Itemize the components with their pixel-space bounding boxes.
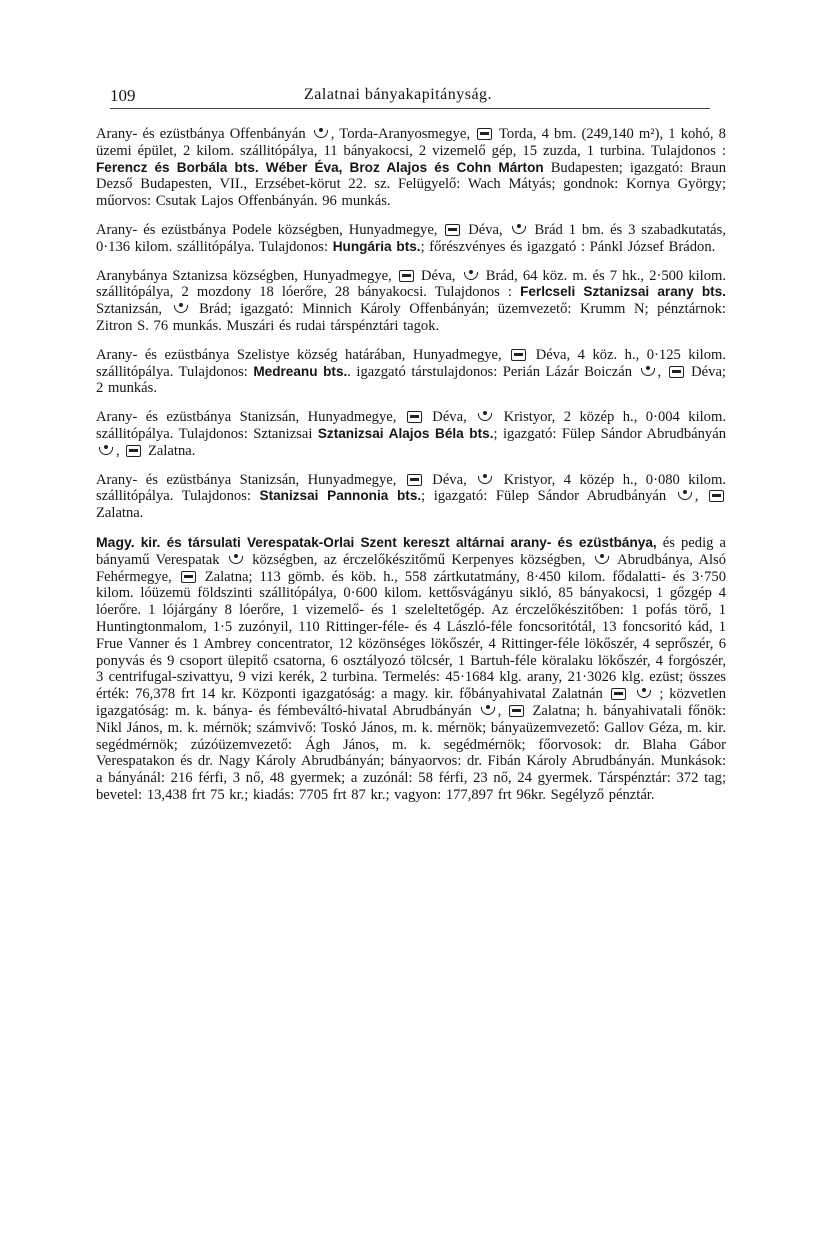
- post-office-icon: [477, 476, 493, 486]
- entry-owner: Medreanu bts.: [253, 363, 348, 379]
- entry-text: és pedig a bányamű Verespatak: [96, 534, 726, 568]
- railway-station-icon: [126, 445, 141, 457]
- mine-entry: [96, 126, 726, 210]
- entry-text: Brád, 64 köz. m. és 7 hk., 2·500 kilom. szállitópálya, 2 mozdony 18 lóerőre, 28 bányakocsi. Tulajdonos :: [96, 267, 727, 301]
- entry-text: Zalatna.: [96, 505, 144, 522]
- header-rule: [110, 108, 710, 109]
- post-office-icon: [173, 305, 189, 315]
- mine-entry: [96, 222, 726, 256]
- post-office-icon: [480, 707, 496, 717]
- post-office-icon: [594, 556, 610, 566]
- railway-station-icon: [181, 571, 196, 583]
- entry-text: Zalatna; 113 gömb. és köb. h., 558 zártkutatmány, 8·450 kilom. fődalatti- és 3·750 kilom. lóüzemü földszinti szállitópálya, 0·600 kilom. kettősvágányu sikló, 85 bányakocsi, 1 gőzgép 4 lóerőre. 1 lójárgány 8 lóerőre, 1 vizemelő- és 1 szeleltetőgép. Az érczelőkészitőben: 1 pofás törő, 1 Huntingtonmalom, 1·5 zuzónyil, 110 Rittinger-féle- és 4 László-féle foncsoritótál, 13 foncsoritó kád, 1 Frue Vanner és 1 Ambrey concentrator, 12 közönséges lökőszér, 4 Rittinger-féle lökőszér, 4 seprőszér, 6 ponyvás és 9 csoport ülepitő csatorna, 6 osztályozó tölcsér, 1 Bartuh-féle köralaku lökőszér, 4 forgószér, 3 centrifugal-szivattyu, 9 vizi kerék, 2 turbina. Termelés: 45·1684 klg. arany, 21·3026 klg. ezüst; összes érték: 76,378 frt 14 kr. Központi: [96, 568, 727, 703]
- mine-entry: [96, 472, 726, 522]
- railway-station-icon: [511, 349, 526, 361]
- railway-station-icon: [407, 474, 422, 486]
- entry-lead: Arany- és ezüstbánya Stanizsán, Hunyadmegye,: [96, 471, 397, 488]
- railway-station-icon: [477, 128, 492, 140]
- entry-text: Déva; 2 munkás.: [96, 363, 726, 397]
- railway-station-icon: [407, 411, 422, 423]
- entry-text: Déva,: [432, 409, 467, 426]
- entry-text: Zalatna.: [147, 442, 196, 459]
- post-office-icon: [228, 556, 244, 566]
- entry-text: Brád 1 bm. és 3 szabadkutatás, 0·136 kilom. szállitópálya. Tulajdonos:: [96, 221, 726, 255]
- entry-text: Kristyor, 2 közép h., 0·004 kilom. szállitópálya. Tulajdonos: Sztanizsai: [96, 409, 726, 442]
- entry-lead: Aranybánya Sztanizsa községben, Hunyadmegye,: [96, 267, 392, 284]
- railway-station-icon: [445, 224, 460, 236]
- entry-text: községben, az érczelőkészitőmű Kerpenyes községben,: [252, 551, 586, 568]
- entry-text: Brád; igazgató: Minnich Károly Offenbányán; üzemvezető: Krumm N; pénztárnok: Zitron S. 76 munkás. Muszári és rudai társpénztári tagok.: [96, 301, 726, 334]
- entry-text: . igazgató társtulajdonos: Perián Lázár Boiczán: [347, 363, 633, 380]
- entry-text: Déva,: [421, 267, 456, 284]
- entry-owner: Hungária bts.: [332, 238, 421, 254]
- railway-station-icon: [709, 490, 724, 502]
- entry-owner: Ferlcseli Sztanizsai arany bts.: [520, 284, 726, 300]
- entry-lead: Arany- és ezüstbánya Podele községben, Hunyadmegye,: [96, 221, 438, 238]
- entry-text: Déva,: [432, 471, 467, 488]
- entry-text: Déva,: [468, 221, 503, 238]
- post-office-icon: [636, 690, 652, 700]
- entry-text: , Torda-Aranyosmegye,: [330, 126, 470, 142]
- running-head: Zalatnai bányakapitányság.: [304, 86, 493, 103]
- entry-text: Torda, 4 bm. (249,140 m²), 1 kohó, 8 üzemi épület, 2 kilom. szállitópálya, 11 bányakocsi, 2 vizemelő gép, 15 zuzda, 1 turbina. Tulajdonos :: [96, 126, 726, 159]
- mine-entry: [96, 347, 726, 397]
- entry-text: Kristyor, 4 közép h., 0·080 kilom. szállitópálya. Tulajdonos:: [96, 471, 726, 505]
- post-office-icon: [677, 492, 693, 502]
- post-office-icon: [640, 368, 656, 378]
- mine-entry: [96, 534, 726, 804]
- entry-text: ,: [497, 702, 502, 719]
- entry-text: ; főrészvényes és igazgató : Pánkl József Brádon.: [420, 238, 716, 255]
- post-office-icon: [477, 413, 493, 423]
- railway-station-icon: [669, 366, 684, 378]
- post-office-icon: [98, 447, 114, 457]
- mine-entry: [96, 409, 726, 459]
- entry-text: Déva, 4 köz. h., 0·125 kilom. szállitópálya. Tulajdonos:: [96, 346, 727, 380]
- entry-text: ; közvetlen igazgatóság: m. k. bánya- és fémbeváltó-hivatal Abrudbányán: [96, 686, 726, 719]
- entry-text: ; igazgató: Fülep Sándor Abrudbányán: [421, 488, 667, 505]
- entry-owner: Stanizsai Pannonia bts.: [259, 488, 422, 504]
- entry-text: Zalatna; h. bányahivatali főnök: Nikl János, m. k. mérnök; számvivő: Toskó János, m. k. mérnök; bányaüzemvezető: Gallov Géza, m. kir. segédmérnök; zúzóüzemvezető: Ágh János, m. k. segédmérnök; főorvosok: dr. Blaha Gábor Verespatakon és dr. Nagy Károly Abrudbányán; bányaorvos: dr. Fibán Károly Abrudbányán. Munkások: a bányánál: 216 férfi, 3 nő, 48 gyermek; a zuzónál: 58 férfi, 23 nő, 24 gyermek. Társpénztár: 372 tag; bevetel: 13,438 frt 75 kr.; kiadás: 7705 frt 87 kr.; vagyon: 177,897 frt 96kr. Segélyző pénztár.: [96, 702, 726, 803]
- entry-label: Magy.: [96, 533, 135, 550]
- entry-lead: Arany- és ezüstbánya Offenbányán: [96, 126, 306, 142]
- entry-owner: kir. és társulati Verespatak-Orlai Szent kereszt altárnai arany- és ezüstbánya,: [140, 534, 657, 550]
- entry-lead: Arany- és ezüstbánya Szelistye község határában, Hunyadmegye,: [96, 346, 502, 363]
- entry-text: Sztanizsán,: [96, 301, 163, 318]
- entry-text: Budapesten; igazgató: Braun Dezső Budapesten, VII., Erzsébet-körut 22. sz. Felügyelő: Wach Mátyás; gondnok: Kornya György; műorvos: Csutak Lajos Offenbányán. 96 munkás.: [96, 159, 726, 210]
- entry-lead: Arany- és ezüstbánya Stanizsán, Hunyadmegye,: [96, 409, 397, 426]
- entry-text: igazgatóság: a magy. kir. főbányahivatal Zalatnán: [302, 686, 603, 703]
- entry-text: ; igazgató: Fülep Sándor Abrudbányán: [493, 425, 726, 442]
- entry-owner: Ferencz és Borbála bts. Wéber Éva, Broz Alajos és Cohn Márton: [96, 159, 544, 175]
- page-header: [110, 86, 710, 110]
- entry-text: ,: [694, 488, 699, 505]
- entry-text: Abrudbánya, Alsó Fehérmegye,: [96, 551, 727, 585]
- post-office-icon: [511, 226, 527, 236]
- page-number: 109: [110, 86, 136, 105]
- entry-text: ,: [116, 442, 120, 459]
- post-office-icon: [463, 272, 479, 282]
- post-office-icon: [313, 130, 329, 140]
- entry-owner: Sztanizsai Alajos Béla bts.: [317, 425, 494, 441]
- railway-station-icon: [611, 688, 626, 700]
- railway-station-icon: [509, 705, 524, 717]
- entry-text: ,: [657, 363, 662, 380]
- entries-list: [96, 126, 726, 816]
- railway-station-icon: [399, 270, 414, 282]
- mine-entry: [96, 268, 726, 335]
